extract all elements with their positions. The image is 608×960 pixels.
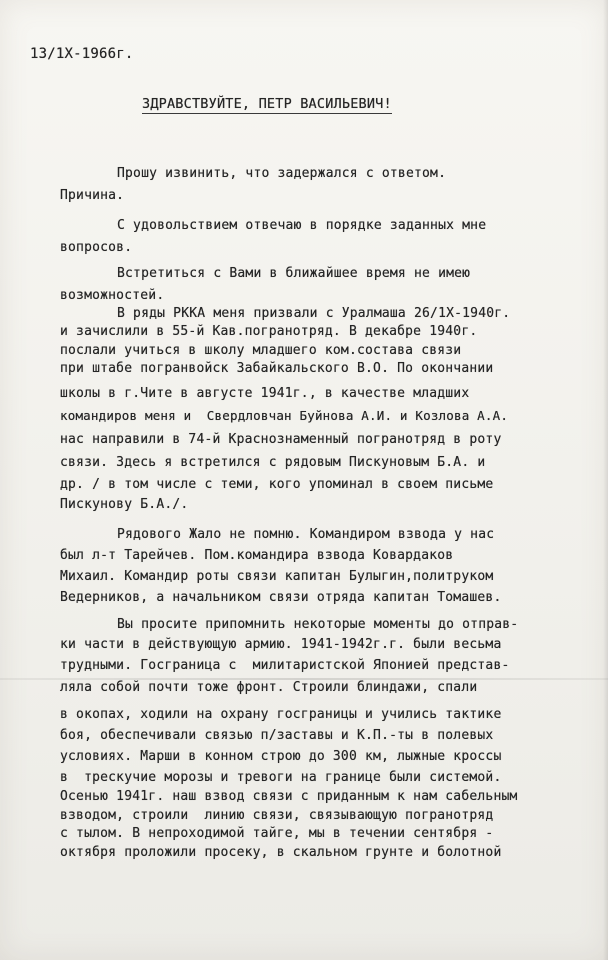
letter-line: был л-т Тарейчев. Пом.командира взвода Ковардаков [60, 548, 454, 563]
letter-line: ки части в действующую армию. 1941-1942г.г. были весьма [60, 637, 502, 652]
letter-line: трудными. Госграница с милитаристской Японией представ- [60, 658, 510, 673]
letter-line: и зачислили в 55-й Кав.погранотряд. В декабре 1940г. [60, 324, 478, 339]
letter-line: октября проложили просеку, в скальном грунте и болотной [60, 845, 502, 860]
letter-line: нас направили в 74-й Краснознаменный погранотряд в роту [60, 432, 502, 447]
letter-line: боя, обеспечивали связью п/заставы и К.П.-ты в полевых [60, 728, 494, 743]
letter-line: связи. Здесь я встретился с рядовым Пискуновым Б.А. и [60, 455, 486, 470]
letter-line: при штабе погранвойск Забайкальского В.О. По окончании [60, 361, 494, 376]
paper-edge [603, 0, 608, 960]
letter-line: В ряды РККА меня призвали с Уралмаша 26/1Х-1940г. [117, 306, 511, 321]
letter-line: вопросов. [60, 240, 133, 255]
paper-fold [0, 678, 608, 680]
letter-line: Пискунову Б.А./. [60, 497, 189, 512]
letter-line: С удовольствием отвечаю в порядке заданных мне [117, 218, 487, 233]
letter-line: возможностей. [60, 288, 165, 303]
letter-line: др. / в том числе с теми, кого упоминал в своем письме [60, 477, 494, 492]
letter-line: в окопах, ходили на охрану госграницы и учились тактике [60, 707, 502, 722]
letter-line: условиях. Марши в конном строю до 300 км, лыжные кроссы [60, 749, 502, 764]
letter-line: Вы просите припомнить некоторые моменты до отправ- [117, 617, 519, 632]
letter-line: Осенью 1941г. наш взвод связи с приданным к нам сабельным [60, 789, 518, 804]
letter-line: с тылом. В непроходимой тайге, мы в течении сентября - [60, 826, 494, 841]
letter-date: 13/1X-1966г. [30, 46, 134, 62]
letter-line: Прошу извинить, что задержался с ответом. [117, 166, 447, 181]
letter-line: Встретиться с Вами в ближайшее время не имею [117, 266, 471, 281]
letter-greeting: ЗДРАВСТВУЙТЕ, ПЕТР ВАСИЛЬЕВИЧ! [142, 96, 392, 112]
letter-line: Причина. [60, 188, 125, 203]
letter-line: Ведерников, а начальником связи отряда капитан Томашев. [60, 590, 502, 605]
letter-line: в трескучие морозы и тревоги на границе были системой. [60, 770, 502, 785]
letter-line: командиров меня и Свердловчан Буйнова А.И. и Козлова А.А. [60, 408, 509, 423]
letter-line: послали учиться в школу младшего ком.состава связи [60, 343, 462, 358]
letter-line: Рядового Жало не помню. Командиром взвода у нас [117, 527, 495, 542]
letter-line: ляла собой почти тоже фронт. Строили блиндажи, спали [60, 680, 478, 695]
letter-line: Михаил. Командир роты связи капитан Булыгин,политруком [60, 569, 494, 584]
letter-line: школы в г.Чите в августе 1941г., в качестве младших [60, 386, 470, 401]
letter-line: взводом, строили линию связи, связывающую погранотряд [60, 808, 494, 823]
